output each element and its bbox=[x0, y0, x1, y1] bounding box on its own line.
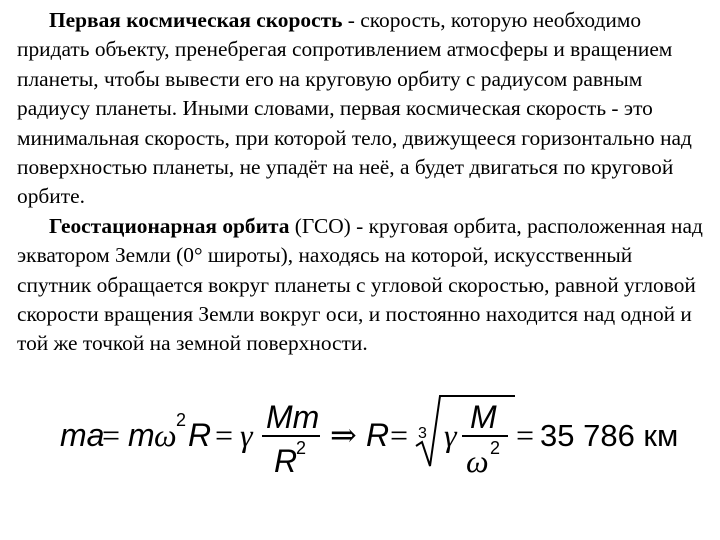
formula-exponent-1: 2 bbox=[176, 410, 187, 430]
formula-exponent-3: 2 bbox=[490, 438, 501, 458]
formula-equals-3: = bbox=[390, 417, 409, 453]
formula-implies-arrow: ⇒ bbox=[330, 417, 357, 453]
text-body bbox=[17, 6, 707, 359]
formula-ma: ma bbox=[60, 417, 105, 453]
formula-equals-2: = bbox=[215, 417, 234, 453]
definition-first-cosmic-velocity: - скорость, которую необходимо придать объекту, пренебрегая сопротивлением атмосферы и вращением планеты, чтобы вывести его на круговую орбиту с радиусом равным радиусу планеты. Иными словами, первая космическая скорость - это минимальная скорость, при которой тело, движущееся горизонтально над поверхностью планеты, не упадёт на неё, а будет двигаться по круговой орбите. bbox=[17, 8, 692, 209]
formula-gamma-1: γ bbox=[240, 417, 253, 453]
definition-geostationary-orbit: (ГСО) - круговая орбита, расположенная над экватором Земли (0° широты), находясь на которой, искусственный спутник обращается вокруг планеты с угловой скоростью, равной угловой скорости вращения Земли вокруг оси, и постоянно находится над одной и той же точкой на земной поверхности. bbox=[17, 213, 703, 356]
term-geostationary-orbit: Геостационарная орбита bbox=[49, 213, 290, 238]
formula-exponent-2: 2 bbox=[296, 438, 307, 458]
formula-omega: ω bbox=[154, 417, 177, 453]
formula-root-index: 3 bbox=[418, 425, 427, 442]
formula-denominator-R: R bbox=[274, 443, 298, 479]
formula-numerator-Mm: Mm bbox=[266, 399, 320, 435]
term-first-cosmic-velocity: Первая космическая скорость bbox=[49, 8, 343, 32]
formula-result-value: 35 786 км bbox=[540, 418, 679, 453]
formula-equals-4: = bbox=[516, 417, 535, 453]
formula-gamma-2: γ bbox=[444, 417, 457, 453]
formula-m: m bbox=[128, 417, 155, 453]
formula bbox=[0, 388, 720, 488]
formula-numerator-M: M bbox=[470, 399, 497, 435]
paragraph-first-cosmic-velocity bbox=[17, 6, 707, 212]
paragraph-geostationary-orbit bbox=[17, 212, 707, 359]
formula-equals-1: = bbox=[102, 417, 121, 453]
formula-R-1: R bbox=[188, 417, 212, 453]
formula-denominator-omega: ω bbox=[466, 443, 489, 479]
formula-R-result: R bbox=[366, 417, 390, 453]
